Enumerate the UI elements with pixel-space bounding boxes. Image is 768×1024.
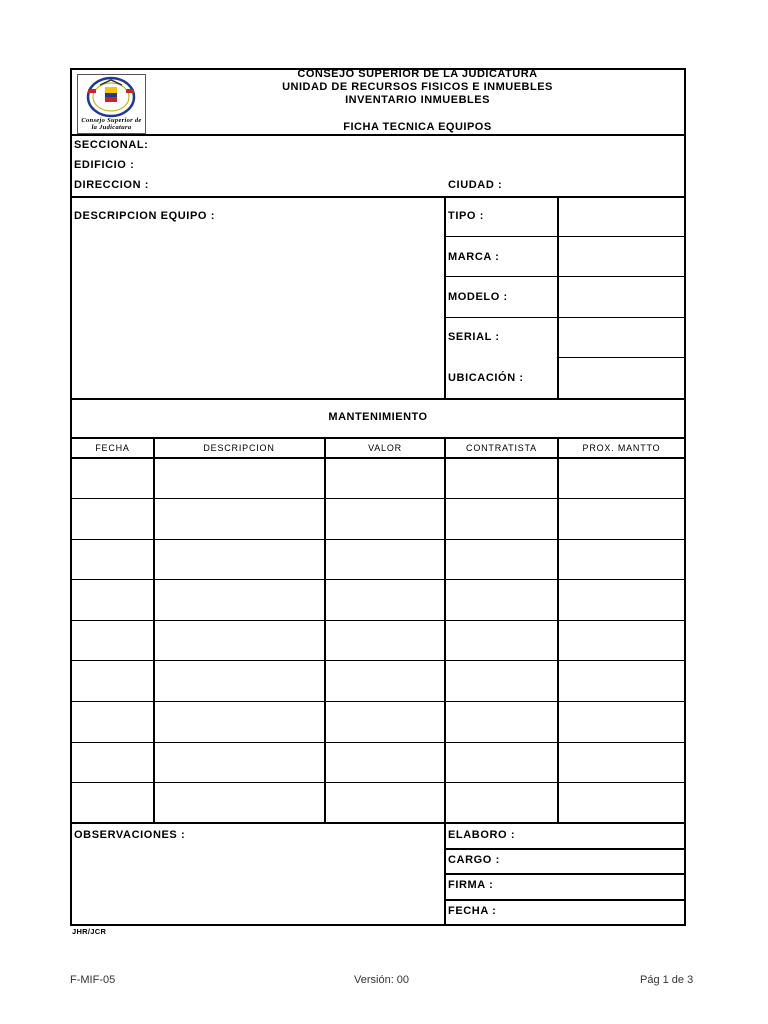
- label-elaboro: ELABORO :: [448, 829, 516, 841]
- column-header-descripcion: DESCRIPCION: [203, 443, 275, 453]
- label-modelo: MODELO :: [448, 291, 508, 303]
- table-row[interactable]: [72, 702, 684, 742]
- column-header-fecha: FECHA: [95, 443, 130, 453]
- fecha-field[interactable]: [500, 901, 684, 924]
- label-ubicacion: UBICACIÓN :: [448, 372, 524, 384]
- label-seccional: SECCIONAL:: [74, 139, 149, 151]
- table-row[interactable]: [72, 499, 684, 539]
- logo-caption: Consejo Superior de la Judicatura: [81, 117, 142, 131]
- label-ciudad: CIUDAD :: [448, 179, 503, 191]
- label-fecha: FECHA :: [448, 905, 497, 917]
- divider-equipo: [70, 398, 686, 400]
- table-row[interactable]: [72, 459, 684, 498]
- header-line-2: UNIDAD DE RECURSOS FISICOS E INMUEBLES: [282, 81, 553, 93]
- header-line-1: CONSEJO SUPERIOR DE LA JUDICATURA: [297, 68, 538, 80]
- divider-header: [70, 134, 686, 136]
- label-marca: MARCA :: [448, 251, 500, 263]
- column-header-contratista: CONTRATISTA: [466, 443, 537, 453]
- logo: [77, 74, 146, 134]
- header-line-3: INVENTARIO INMUEBLES: [345, 94, 490, 106]
- ubicacion-field[interactable]: [559, 358, 684, 398]
- observaciones-field[interactable]: [72, 845, 444, 924]
- label-direccion: DIRECCION :: [74, 179, 150, 191]
- marca-field[interactable]: [559, 237, 684, 276]
- border-bottom: [70, 924, 686, 926]
- label-observaciones: OBSERVACIONES :: [74, 829, 186, 841]
- footer-code: F-MIF-05: [70, 974, 116, 986]
- elaboro-field[interactable]: [520, 824, 684, 848]
- modelo-field[interactable]: [559, 277, 684, 317]
- table-row[interactable]: [72, 661, 684, 701]
- label-descripcion-equipo: DESCRIPCION EQUIPO :: [74, 210, 215, 222]
- label-cargo: CARGO :: [448, 854, 500, 866]
- table-row[interactable]: [72, 743, 684, 782]
- label-firma: FIRMA :: [448, 879, 494, 891]
- vline-equipo-1: [444, 196, 446, 400]
- label-tipo: TIPO :: [448, 210, 484, 222]
- firma-field[interactable]: [500, 875, 684, 899]
- mantenimiento-title: MANTENIMIENTO: [328, 411, 428, 423]
- serial-field[interactable]: [559, 318, 684, 357]
- page-title: FICHA TECNICA EQUIPOS: [343, 121, 492, 133]
- initials: JHR/JCR: [72, 927, 107, 936]
- column-header-valor: VALOR: [368, 443, 402, 453]
- footer-version: Versión: 00: [354, 974, 410, 986]
- table-row[interactable]: [72, 621, 684, 660]
- hline-equipo-1b: [445, 236, 557, 237]
- label-edificio: EDIFICIO :: [74, 159, 135, 171]
- label-serial: SERIAL :: [448, 331, 500, 343]
- cargo-field[interactable]: [505, 850, 684, 873]
- descripcion-equipo-field[interactable]: [72, 228, 444, 398]
- column-header-prox-mantto: PROX. MANTTO: [582, 443, 661, 453]
- table-row[interactable]: [72, 783, 684, 822]
- table-row[interactable]: [72, 540, 684, 579]
- footer-page: Pág 1 de 3: [640, 974, 694, 986]
- tipo-field[interactable]: [559, 198, 684, 236]
- divider-mant-title: [70, 437, 686, 439]
- table-row[interactable]: [72, 580, 684, 620]
